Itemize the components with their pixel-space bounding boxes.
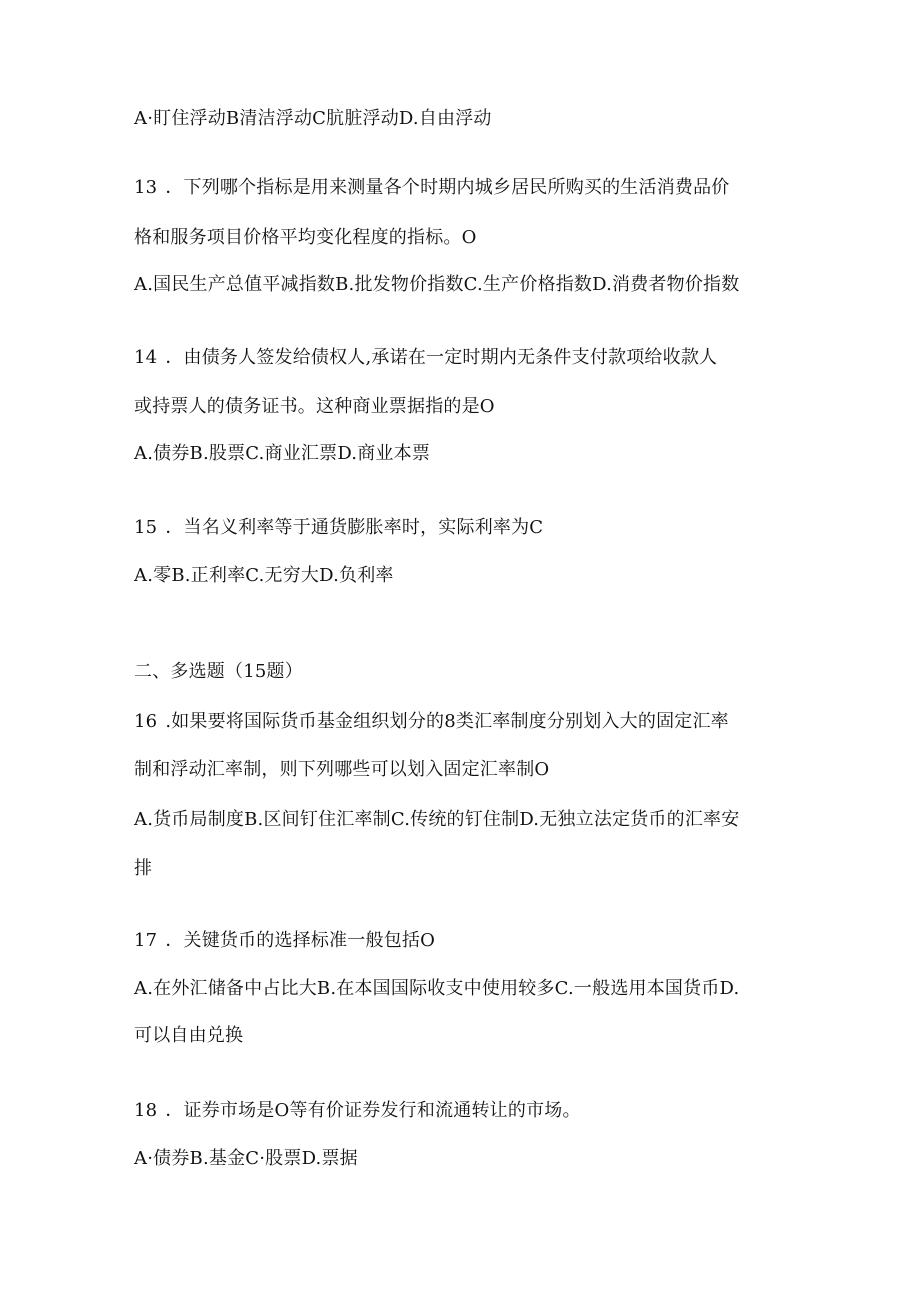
q16-options-line2 [134, 857, 152, 881]
q16-options-text2: 排 [134, 858, 153, 879]
q17-options-text1: A.在外汇储备中占比大B.在本国国际收支中使用较多C.一般选用本国货币D. [134, 978, 740, 999]
q16-number: 16 [134, 711, 158, 732]
q13-options [134, 273, 739, 297]
q17-options-line1 [134, 977, 739, 1001]
q14-stem-line1 [134, 346, 717, 370]
q13-options-text: A.国民生产总值平减指数B.批发物价指数C.生产价格指数D.消费者物价指数 [134, 274, 740, 295]
q14-stem-text1: ．由债务人签发给债权人,承诺在一定时期内无条件支付款项给收款人 [165, 347, 718, 368]
section-heading [134, 660, 303, 684]
q17-stem-text1: ．关键货币的选择标准一般包括O [165, 930, 436, 951]
q13-stem-text2: 格和服务项目价格平均变化程度的指标。O [134, 227, 477, 248]
q17-number: 17 [134, 930, 158, 951]
q14-options-text: A.债券B.股票C.商业汇票D.商业本票 [134, 443, 431, 464]
section-heading-text: 二、多选题（15题） [134, 661, 303, 682]
q16-options-line1 [134, 808, 739, 832]
q15-stem-line1 [134, 516, 543, 540]
q14-options [134, 442, 430, 466]
q14-number: 14 [134, 347, 158, 368]
q18-stem-line1 [134, 1099, 581, 1123]
q16-stem-text2: 制和浮动汇率制，则下列哪些可以划入固定汇率制O [134, 759, 550, 780]
q15-options-text: A.零B.正利率C.无穷大D.负利率 [134, 565, 394, 586]
q13-number: 13 [134, 177, 158, 198]
q16-options-text1: A.货币局制度B.区间钉住汇率制C.传统的钉住制D.无独立法定货币的汇率安 [134, 809, 740, 830]
q13-stem-line1 [134, 176, 730, 200]
q18-options [134, 1147, 358, 1171]
q15-stem-text1: ．当名义利率等于通货膨胀率时，实际利率为C [165, 517, 544, 538]
q17-stem-line1 [134, 929, 435, 953]
q17-options-line2 [134, 1024, 243, 1048]
q13-stem-line2 [134, 226, 477, 250]
q12-options [134, 107, 492, 131]
q15-number: 15 [134, 517, 158, 538]
q16-stem-text1: .如果要将国际货币基金组织划分的8类汇率制度分别划入大的固定汇率 [165, 711, 729, 732]
q18-number: 18 [134, 1100, 158, 1121]
q16-stem-line2 [134, 758, 549, 782]
q15-options [134, 564, 394, 588]
q13-stem-text1: ．下列哪个指标是用来测量各个时期内城乡居民所购买的生活消费品价 [165, 177, 730, 198]
q14-stem-line2 [134, 395, 495, 419]
q12-options-text: A·盯住浮动B清洁浮动C肮脏浮动D.自由浮动 [134, 108, 492, 129]
q18-options-text: A·债券B.基金C·股票D.票据 [134, 1148, 358, 1169]
q16-stem-line1 [134, 710, 729, 734]
q17-options-text2: 可以自由兑换 [134, 1025, 244, 1046]
q18-stem-text1: ．证券市场是O等有价证券发行和流通转让的市场。 [165, 1100, 581, 1121]
q14-stem-text2: 或持票人的债务证书。这种商业票据指的是O [134, 396, 495, 417]
